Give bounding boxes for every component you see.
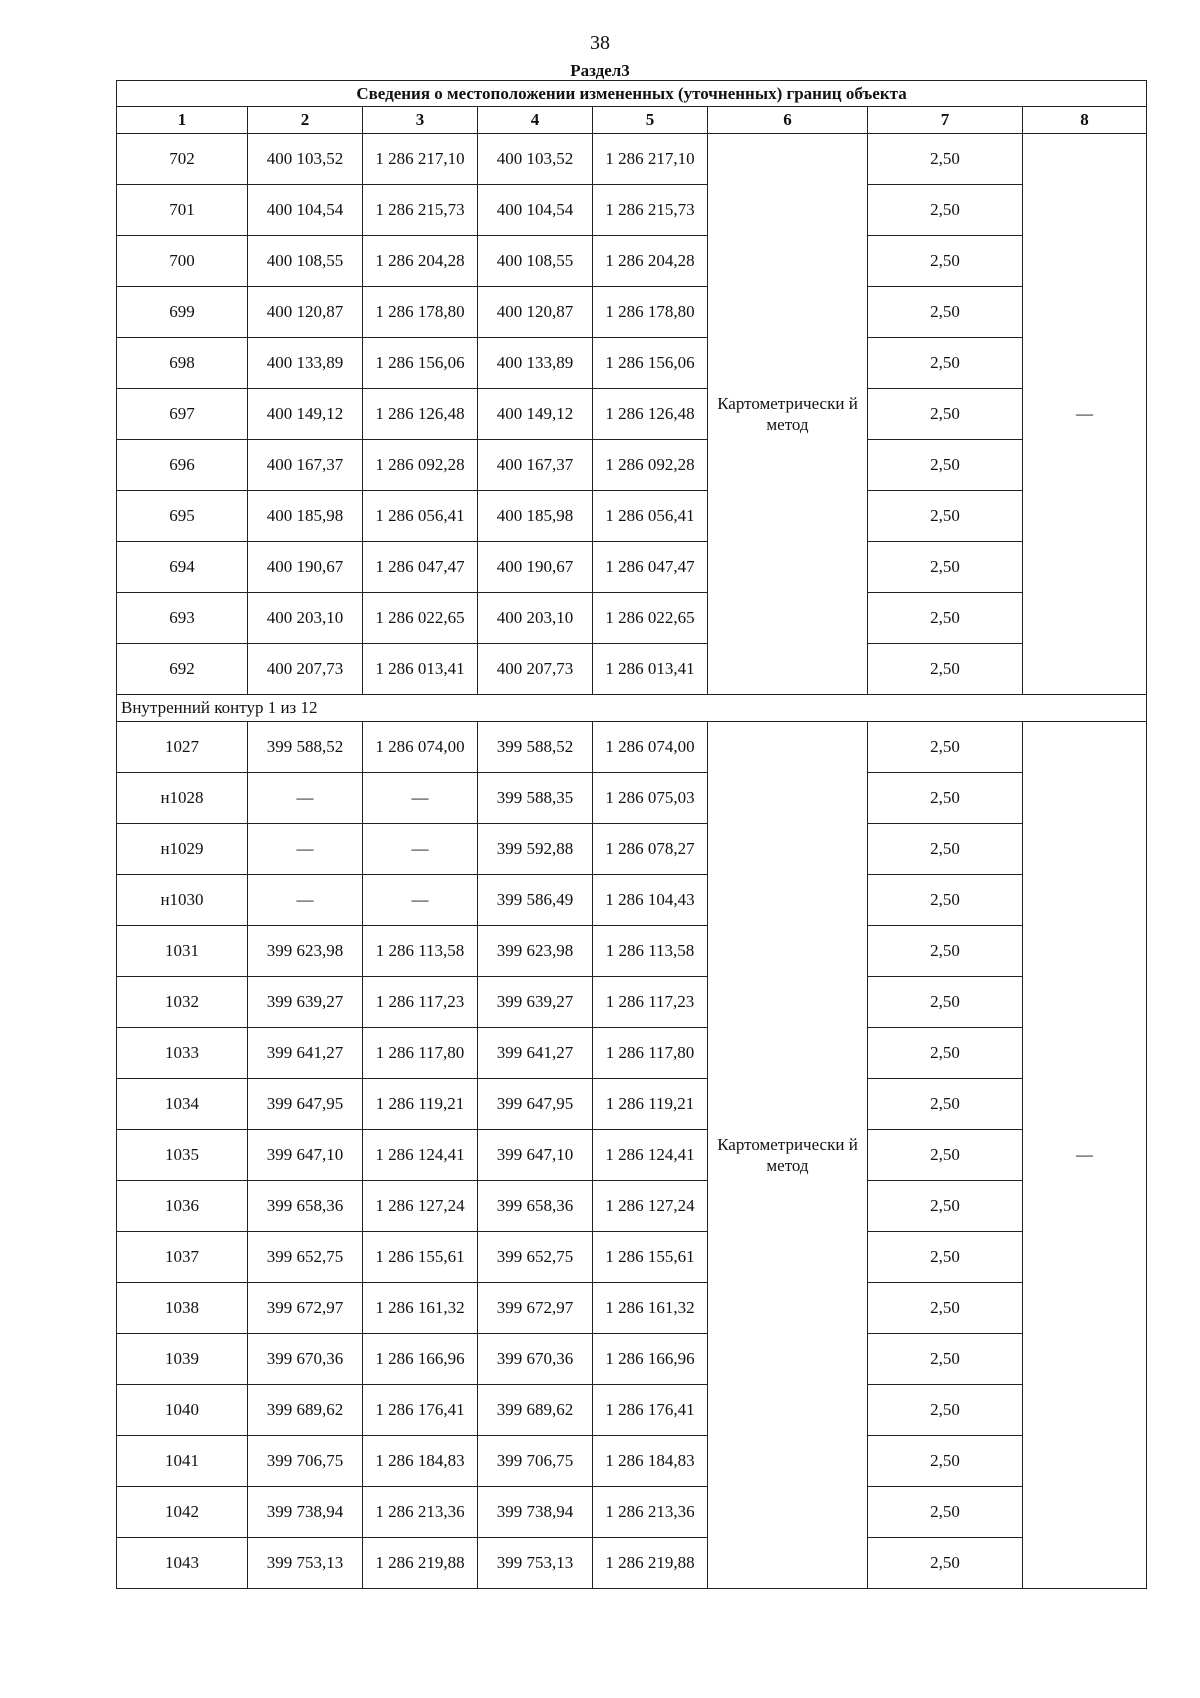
table-row bbox=[117, 440, 1147, 491]
contour-label: Внутренний контур 1 из 12 bbox=[117, 695, 1147, 722]
col8-cell: — bbox=[1023, 722, 1147, 1589]
new-y: 1 286 204,28 bbox=[593, 236, 708, 287]
column-header: 7 bbox=[868, 107, 1023, 134]
column-header: 4 bbox=[478, 107, 593, 134]
new-y: 1 286 217,10 bbox=[593, 134, 708, 185]
point-number: 693 bbox=[117, 593, 248, 644]
new-x: 399 670,36 bbox=[478, 1334, 593, 1385]
new-x: 400 103,52 bbox=[478, 134, 593, 185]
old-y: 1 286 217,10 bbox=[363, 134, 478, 185]
new-y: 1 286 178,80 bbox=[593, 287, 708, 338]
old-y: — bbox=[363, 875, 478, 926]
old-x: 400 185,98 bbox=[248, 491, 363, 542]
method-cell: Картометрически й метод bbox=[708, 722, 868, 1589]
new-y: 1 286 092,28 bbox=[593, 440, 708, 491]
old-y: 1 286 056,41 bbox=[363, 491, 478, 542]
old-x: 399 652,75 bbox=[248, 1232, 363, 1283]
new-x: 399 706,75 bbox=[478, 1436, 593, 1487]
new-y: 1 286 104,43 bbox=[593, 875, 708, 926]
old-y: 1 286 219,88 bbox=[363, 1538, 478, 1589]
old-x: 399 706,75 bbox=[248, 1436, 363, 1487]
new-y: 1 286 166,96 bbox=[593, 1334, 708, 1385]
new-y: 1 286 117,23 bbox=[593, 977, 708, 1028]
table-row bbox=[117, 1538, 1147, 1589]
point-number: 1031 bbox=[117, 926, 248, 977]
point-number: 1032 bbox=[117, 977, 248, 1028]
point-number: 1043 bbox=[117, 1538, 248, 1589]
point-number: 1035 bbox=[117, 1130, 248, 1181]
old-y: 1 286 213,36 bbox=[363, 1487, 478, 1538]
new-x: 399 586,49 bbox=[478, 875, 593, 926]
old-x: 400 207,73 bbox=[248, 644, 363, 695]
new-x: 399 588,35 bbox=[478, 773, 593, 824]
new-x: 400 108,55 bbox=[478, 236, 593, 287]
col8-cell: — bbox=[1023, 134, 1147, 695]
point-number: 698 bbox=[117, 338, 248, 389]
new-x: 399 592,88 bbox=[478, 824, 593, 875]
new-x: 399 738,94 bbox=[478, 1487, 593, 1538]
point-number: 692 bbox=[117, 644, 248, 695]
new-y: 1 286 113,58 bbox=[593, 926, 708, 977]
table-row bbox=[117, 977, 1147, 1028]
accuracy: 2,50 bbox=[868, 1385, 1023, 1436]
accuracy: 2,50 bbox=[868, 1181, 1023, 1232]
point-number: 1041 bbox=[117, 1436, 248, 1487]
new-y: 1 286 078,27 bbox=[593, 824, 708, 875]
accuracy: 2,50 bbox=[868, 389, 1023, 440]
table-row bbox=[117, 875, 1147, 926]
new-y: 1 286 075,03 bbox=[593, 773, 708, 824]
old-y: 1 286 166,96 bbox=[363, 1334, 478, 1385]
table-row bbox=[117, 287, 1147, 338]
new-y: 1 286 155,61 bbox=[593, 1232, 708, 1283]
old-x: 400 203,10 bbox=[248, 593, 363, 644]
point-number: 1033 bbox=[117, 1028, 248, 1079]
table-row bbox=[117, 1130, 1147, 1181]
old-x: 400 103,52 bbox=[248, 134, 363, 185]
new-x: 399 652,75 bbox=[478, 1232, 593, 1283]
new-y: 1 286 047,47 bbox=[593, 542, 708, 593]
boundary-table bbox=[116, 80, 1147, 1589]
old-x: 400 108,55 bbox=[248, 236, 363, 287]
old-x: 399 753,13 bbox=[248, 1538, 363, 1589]
old-y: 1 286 117,23 bbox=[363, 977, 478, 1028]
accuracy: 2,50 bbox=[868, 236, 1023, 287]
table-title: Сведения о местоположении измененных (уточненных) границ объекта bbox=[117, 81, 1147, 107]
old-y: 1 286 022,65 bbox=[363, 593, 478, 644]
table-row bbox=[117, 1232, 1147, 1283]
new-x: 399 588,52 bbox=[478, 722, 593, 773]
old-y: — bbox=[363, 824, 478, 875]
new-y: 1 286 219,88 bbox=[593, 1538, 708, 1589]
table-row bbox=[117, 1079, 1147, 1130]
new-y: 1 286 161,32 bbox=[593, 1283, 708, 1334]
new-x: 399 658,36 bbox=[478, 1181, 593, 1232]
new-x: 399 641,27 bbox=[478, 1028, 593, 1079]
new-y: 1 286 184,83 bbox=[593, 1436, 708, 1487]
accuracy: 2,50 bbox=[868, 1334, 1023, 1385]
column-header: 2 bbox=[248, 107, 363, 134]
accuracy: 2,50 bbox=[868, 1436, 1023, 1487]
old-x: 399 689,62 bbox=[248, 1385, 363, 1436]
column-header-row bbox=[117, 107, 1147, 134]
new-y: 1 286 215,73 bbox=[593, 185, 708, 236]
accuracy: 2,50 bbox=[868, 824, 1023, 875]
new-x: 400 104,54 bbox=[478, 185, 593, 236]
accuracy: 2,50 bbox=[868, 644, 1023, 695]
accuracy: 2,50 bbox=[868, 185, 1023, 236]
column-header: 8 bbox=[1023, 107, 1147, 134]
new-x: 400 190,67 bbox=[478, 542, 593, 593]
old-x: 400 167,37 bbox=[248, 440, 363, 491]
point-number: 696 bbox=[117, 440, 248, 491]
new-y: 1 286 022,65 bbox=[593, 593, 708, 644]
old-x: 399 647,95 bbox=[248, 1079, 363, 1130]
table-row bbox=[117, 1181, 1147, 1232]
old-y: 1 286 117,80 bbox=[363, 1028, 478, 1079]
accuracy: 2,50 bbox=[868, 926, 1023, 977]
page-number: 38 bbox=[590, 32, 610, 54]
point-number: 1036 bbox=[117, 1181, 248, 1232]
accuracy: 2,50 bbox=[868, 1079, 1023, 1130]
new-x: 399 753,13 bbox=[478, 1538, 593, 1589]
old-y: 1 286 178,80 bbox=[363, 287, 478, 338]
point-number: 1038 bbox=[117, 1283, 248, 1334]
old-y: 1 286 119,21 bbox=[363, 1079, 478, 1130]
table-row bbox=[117, 542, 1147, 593]
new-y: 1 286 117,80 bbox=[593, 1028, 708, 1079]
contour-label-row bbox=[117, 695, 1147, 722]
new-y: 1 286 127,24 bbox=[593, 1181, 708, 1232]
table-row bbox=[117, 773, 1147, 824]
table-row bbox=[117, 185, 1147, 236]
old-y: 1 286 047,47 bbox=[363, 542, 478, 593]
accuracy: 2,50 bbox=[868, 1538, 1023, 1589]
new-x: 399 623,98 bbox=[478, 926, 593, 977]
old-y: 1 286 092,28 bbox=[363, 440, 478, 491]
accuracy: 2,50 bbox=[868, 491, 1023, 542]
method-cell: Картометрически й метод bbox=[708, 134, 868, 695]
point-number: 694 bbox=[117, 542, 248, 593]
old-x: 399 647,10 bbox=[248, 1130, 363, 1181]
new-y: 1 286 124,41 bbox=[593, 1130, 708, 1181]
point-number: 701 bbox=[117, 185, 248, 236]
old-x: 399 658,36 bbox=[248, 1181, 363, 1232]
point-number: 1034 bbox=[117, 1079, 248, 1130]
new-x: 400 185,98 bbox=[478, 491, 593, 542]
table-row bbox=[117, 389, 1147, 440]
old-x: 399 639,27 bbox=[248, 977, 363, 1028]
old-y: 1 286 113,58 bbox=[363, 926, 478, 977]
column-header: 6 bbox=[708, 107, 868, 134]
table-row bbox=[117, 236, 1147, 287]
old-y: 1 286 161,32 bbox=[363, 1283, 478, 1334]
old-x: 400 149,12 bbox=[248, 389, 363, 440]
table-row bbox=[117, 134, 1147, 185]
new-x: 399 647,95 bbox=[478, 1079, 593, 1130]
accuracy: 2,50 bbox=[868, 134, 1023, 185]
table-row bbox=[117, 1283, 1147, 1334]
table-row bbox=[117, 722, 1147, 773]
new-y: 1 286 126,48 bbox=[593, 389, 708, 440]
old-y: 1 286 156,06 bbox=[363, 338, 478, 389]
accuracy: 2,50 bbox=[868, 338, 1023, 389]
accuracy: 2,50 bbox=[868, 287, 1023, 338]
old-x: — bbox=[248, 824, 363, 875]
old-x: 400 104,54 bbox=[248, 185, 363, 236]
accuracy: 2,50 bbox=[868, 593, 1023, 644]
old-x: — bbox=[248, 773, 363, 824]
new-x: 399 689,62 bbox=[478, 1385, 593, 1436]
table-row bbox=[117, 1334, 1147, 1385]
point-number: 699 bbox=[117, 287, 248, 338]
old-y: 1 286 204,28 bbox=[363, 236, 478, 287]
table-row bbox=[117, 1385, 1147, 1436]
old-y: 1 286 176,41 bbox=[363, 1385, 478, 1436]
old-y: 1 286 013,41 bbox=[363, 644, 478, 695]
section-title: Раздел3 bbox=[570, 61, 630, 80]
point-number: н1030 bbox=[117, 875, 248, 926]
old-x: 399 641,27 bbox=[248, 1028, 363, 1079]
point-number: 697 bbox=[117, 389, 248, 440]
old-y: 1 286 215,73 bbox=[363, 185, 478, 236]
old-x: 399 738,94 bbox=[248, 1487, 363, 1538]
point-number: 1037 bbox=[117, 1232, 248, 1283]
new-x: 399 647,10 bbox=[478, 1130, 593, 1181]
old-y: 1 286 124,41 bbox=[363, 1130, 478, 1181]
accuracy: 2,50 bbox=[868, 1283, 1023, 1334]
new-x: 400 167,37 bbox=[478, 440, 593, 491]
accuracy: 2,50 bbox=[868, 1487, 1023, 1538]
point-number: н1029 bbox=[117, 824, 248, 875]
table-row bbox=[117, 1028, 1147, 1079]
new-y: 1 286 056,41 bbox=[593, 491, 708, 542]
column-header: 3 bbox=[363, 107, 478, 134]
accuracy: 2,50 bbox=[868, 875, 1023, 926]
new-y: 1 286 176,41 bbox=[593, 1385, 708, 1436]
new-y: 1 286 074,00 bbox=[593, 722, 708, 773]
new-x: 400 120,87 bbox=[478, 287, 593, 338]
old-x: 400 120,87 bbox=[248, 287, 363, 338]
accuracy: 2,50 bbox=[868, 542, 1023, 593]
new-y: 1 286 213,36 bbox=[593, 1487, 708, 1538]
new-y: 1 286 156,06 bbox=[593, 338, 708, 389]
accuracy: 2,50 bbox=[868, 977, 1023, 1028]
accuracy: 2,50 bbox=[868, 722, 1023, 773]
table-title-row bbox=[117, 81, 1147, 107]
old-y: 1 286 127,24 bbox=[363, 1181, 478, 1232]
point-number: 1039 bbox=[117, 1334, 248, 1385]
table-row bbox=[117, 824, 1147, 875]
old-x: 399 588,52 bbox=[248, 722, 363, 773]
new-x: 400 149,12 bbox=[478, 389, 593, 440]
accuracy: 2,50 bbox=[868, 440, 1023, 491]
old-x: 400 133,89 bbox=[248, 338, 363, 389]
accuracy: 2,50 bbox=[868, 1232, 1023, 1283]
table-row bbox=[117, 644, 1147, 695]
new-x: 399 639,27 bbox=[478, 977, 593, 1028]
old-x: — bbox=[248, 875, 363, 926]
old-x: 399 623,98 bbox=[248, 926, 363, 977]
new-x: 400 207,73 bbox=[478, 644, 593, 695]
point-number: 1042 bbox=[117, 1487, 248, 1538]
point-number: 1027 bbox=[117, 722, 248, 773]
table-row bbox=[117, 593, 1147, 644]
point-number: 702 bbox=[117, 134, 248, 185]
point-number: 695 bbox=[117, 491, 248, 542]
table-row bbox=[117, 491, 1147, 542]
table-row bbox=[117, 338, 1147, 389]
old-y: — bbox=[363, 773, 478, 824]
point-number: н1028 bbox=[117, 773, 248, 824]
old-y: 1 286 155,61 bbox=[363, 1232, 478, 1283]
old-x: 399 672,97 bbox=[248, 1283, 363, 1334]
accuracy: 2,50 bbox=[868, 1130, 1023, 1181]
new-x: 400 203,10 bbox=[478, 593, 593, 644]
accuracy: 2,50 bbox=[868, 1028, 1023, 1079]
new-y: 1 286 119,21 bbox=[593, 1079, 708, 1130]
point-number: 700 bbox=[117, 236, 248, 287]
new-y: 1 286 013,41 bbox=[593, 644, 708, 695]
column-header: 5 bbox=[593, 107, 708, 134]
point-number: 1040 bbox=[117, 1385, 248, 1436]
table-row bbox=[117, 1487, 1147, 1538]
table-row bbox=[117, 926, 1147, 977]
old-y: 1 286 184,83 bbox=[363, 1436, 478, 1487]
new-x: 400 133,89 bbox=[478, 338, 593, 389]
table-row bbox=[117, 1436, 1147, 1487]
old-y: 1 286 126,48 bbox=[363, 389, 478, 440]
old-x: 400 190,67 bbox=[248, 542, 363, 593]
accuracy: 2,50 bbox=[868, 773, 1023, 824]
column-header: 1 bbox=[117, 107, 248, 134]
new-x: 399 672,97 bbox=[478, 1283, 593, 1334]
old-x: 399 670,36 bbox=[248, 1334, 363, 1385]
old-y: 1 286 074,00 bbox=[363, 722, 478, 773]
